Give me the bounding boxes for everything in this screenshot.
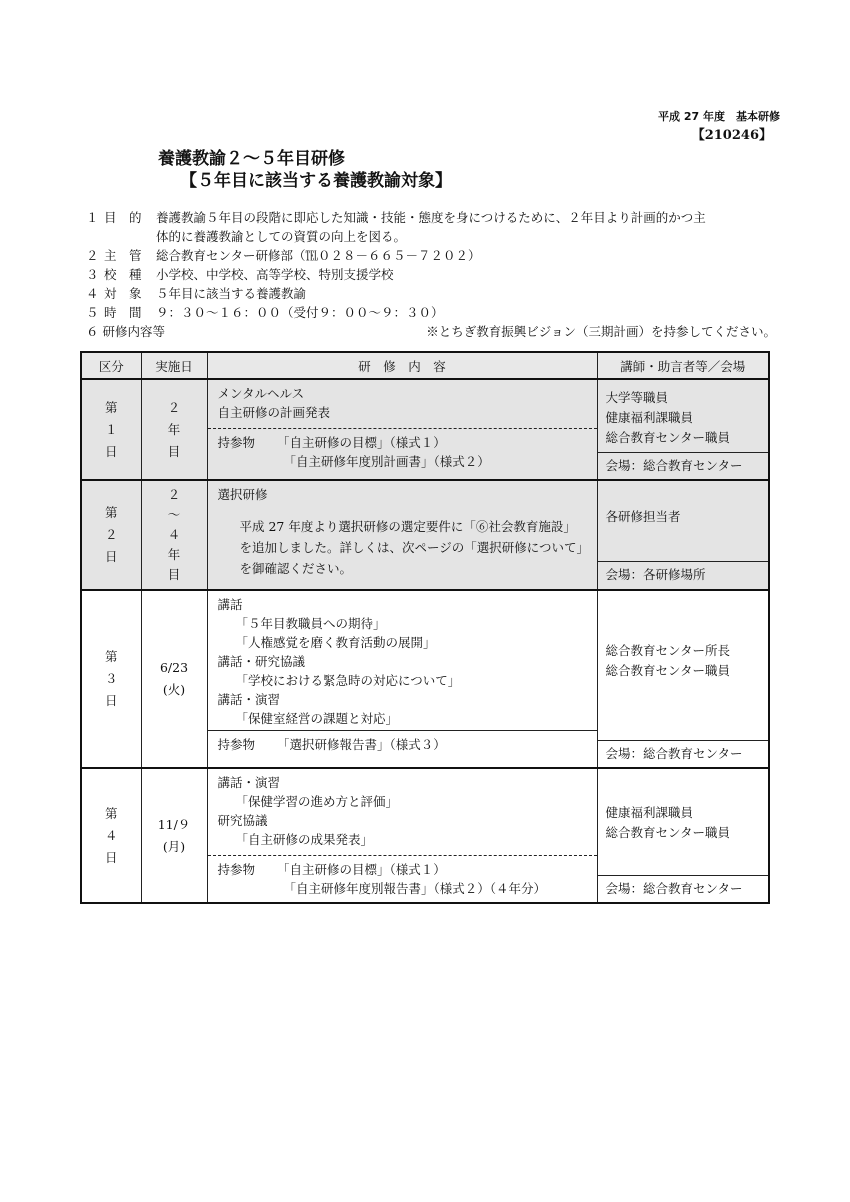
course-code: 【210246】 bbox=[691, 128, 772, 143]
day-cell: 第 １ 日 bbox=[81, 379, 141, 480]
item-number: ４ bbox=[86, 286, 99, 301]
date-cell: ２ ～ ４ 年 目 bbox=[141, 480, 207, 590]
schedule-table bbox=[80, 351, 770, 904]
outline-item-organizer bbox=[86, 246, 776, 265]
item-label: 対 象 bbox=[104, 286, 142, 301]
item-number: ５ bbox=[86, 305, 99, 320]
column-header: 研 修 内 容 bbox=[207, 352, 597, 379]
table-header-row bbox=[81, 352, 769, 379]
session-type: 講話・演習 bbox=[217, 775, 281, 790]
lecturer-cell bbox=[597, 379, 769, 480]
content-cell bbox=[207, 768, 597, 903]
date-cell: ２ 年 目 bbox=[141, 379, 207, 480]
outline-item-time bbox=[86, 303, 776, 322]
item-label: 時 間 bbox=[104, 305, 142, 320]
item-label: 研修内容等 bbox=[102, 324, 166, 339]
lecturer: 総合教育センター職員 bbox=[605, 825, 731, 840]
table-row bbox=[81, 480, 769, 590]
venue-label: 会場：各研修場所 bbox=[598, 561, 769, 588]
item-number: ３ bbox=[86, 267, 99, 282]
column-header: 講師・助言者等／会場 bbox=[597, 352, 769, 379]
day-cell: 第 ３ 日 bbox=[81, 590, 141, 768]
bring-items: 持参物 「自主研修の目標」（様式１） 「自主研修年度別報告書」（様式２）（４年分） bbox=[208, 855, 597, 898]
session-topic: 選択研修 bbox=[217, 487, 268, 502]
content-cell bbox=[207, 480, 597, 590]
outline-item-contents bbox=[86, 322, 776, 341]
day-cell: 第 ２ 日 bbox=[81, 480, 141, 590]
column-header: 区分 bbox=[81, 352, 141, 379]
lecturer: 総合教育センター職員 bbox=[605, 663, 731, 678]
session-topic: 「学校における緊急時の対応について」 bbox=[235, 673, 461, 688]
item-label: 目 的 bbox=[104, 210, 142, 225]
lecturer: 総合教育センター所長 bbox=[605, 643, 731, 658]
session-type: 講話・演習 bbox=[217, 692, 281, 707]
venue-label: 会場：総合教育センター bbox=[598, 452, 769, 479]
lecturer: 大学等職員 bbox=[605, 390, 669, 405]
item-value: ５年目に該当する養護教諭 bbox=[156, 286, 307, 301]
fiscal-year-label: 平成 27 年度 基本研修 bbox=[658, 110, 780, 123]
item-number: ６ bbox=[86, 324, 99, 339]
venue-label: 会場：総合教育センター bbox=[598, 875, 769, 902]
bring-note: ※とちぎ教育振興ビジョン（三期計画）を持参してください。 bbox=[426, 324, 776, 339]
lecturer-cell bbox=[597, 768, 769, 903]
date-cell: 11/９ (月) bbox=[141, 768, 207, 903]
content-cell bbox=[207, 379, 597, 480]
item-label: 主 管 bbox=[104, 248, 142, 263]
lecturer: 各研修担当者 bbox=[605, 509, 681, 524]
bring-items: 持参物 「自主研修の目標」（様式１） 「自主研修年度別計画書」（様式２） bbox=[208, 428, 597, 471]
session-topic: 「保健室経営の課題と対応」 bbox=[235, 711, 399, 726]
lecturer: 健康福利課職員 bbox=[605, 410, 694, 425]
selection-note: 平成 27 年度より選択研修の選定要件に「⑥社会教育施設」を追加しました。詳しくは、次ページの「選択研修について」を御確認ください。 bbox=[239, 519, 583, 576]
session-topic: メンタルヘルス bbox=[217, 386, 305, 401]
table-row bbox=[81, 768, 769, 903]
date-cell: 6/23 (火) bbox=[141, 590, 207, 768]
session-topic: 自主研修の計画発表 bbox=[217, 405, 331, 420]
session-topic: 「人権感覚を磨く教育活動の展開」 bbox=[235, 635, 436, 650]
session-topic: 「５年目教職員への期待」 bbox=[235, 616, 386, 631]
item-value: 小学校、中学校、高等学校、特別支援学校 bbox=[156, 267, 394, 282]
session-topic: 「自主研修の成果発表」 bbox=[235, 832, 374, 847]
session-topic: 「保健学習の進め方と評価」 bbox=[235, 794, 399, 809]
lecturer-cell bbox=[597, 480, 769, 590]
session-type: 講話 bbox=[217, 597, 243, 612]
table-row bbox=[81, 379, 769, 480]
page-title: 養護教諭２～５年目研修 bbox=[158, 149, 345, 169]
outline-item-purpose bbox=[86, 208, 776, 227]
lecturer: 総合教育センター職員 bbox=[605, 430, 731, 445]
item-number: ２ bbox=[86, 248, 99, 263]
item-value: 養護教諭５年目の段階に即応した知識・技能・態度を身につけるために、２年目より計画的かつ主 bbox=[156, 210, 706, 225]
page-subtitle: 【５年目に該当する養護教諭対象】 bbox=[180, 171, 452, 191]
item-label: 校 種 bbox=[104, 267, 142, 282]
outline-list bbox=[86, 208, 776, 341]
outline-item-school-type bbox=[86, 265, 776, 284]
item-number: １ bbox=[86, 210, 99, 225]
venue-label: 会場：総合教育センター bbox=[598, 740, 769, 767]
column-header: 実施日 bbox=[141, 352, 207, 379]
lecturer-cell bbox=[597, 590, 769, 768]
item-value: 総合教育センター研修部（℡０２８－６６５－７２０２） bbox=[156, 248, 481, 263]
day-cell: 第 ４ 日 bbox=[81, 768, 141, 903]
bring-items: 持参物 「選択研修報告書」（様式３） bbox=[208, 730, 597, 754]
item-value-continued: 体的に養護教諭としての資質の向上を図る。 bbox=[156, 229, 407, 244]
session-type: 講話・研究協議 bbox=[217, 654, 306, 669]
outline-item-target bbox=[86, 284, 776, 303]
item-value: ９：３０～１６：００（受付９：００～９：３０） bbox=[156, 305, 444, 320]
session-type: 研究協議 bbox=[217, 813, 268, 828]
content-cell bbox=[207, 590, 597, 768]
table-row bbox=[81, 590, 769, 768]
lecturer: 健康福利課職員 bbox=[605, 805, 694, 820]
